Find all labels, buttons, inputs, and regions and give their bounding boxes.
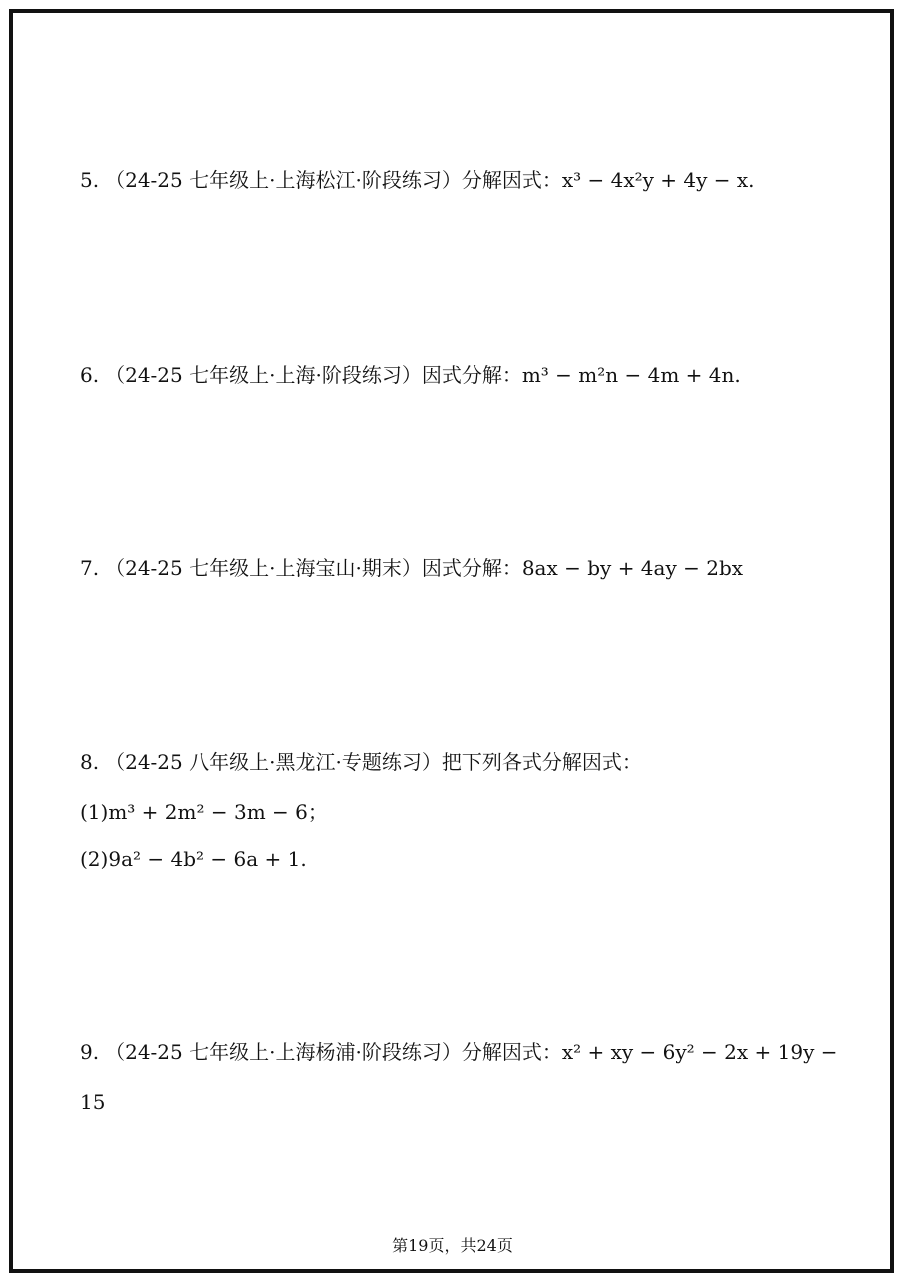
problem-expression: 8ax − by + 4ay − 2bx xyxy=(521,556,744,580)
problem-expression: m³ − m²n − 4m + 4n. xyxy=(521,363,741,387)
part-expression: m³ + 2m² − 3m − 6； xyxy=(108,800,328,824)
problem-source: （24-25 七年级上·上海松江·阶段练习）分解因式： xyxy=(105,168,562,192)
problem-9-continuation xyxy=(80,1088,105,1116)
part-label: (2) xyxy=(80,847,109,871)
page-footer: 第19页，共24页 xyxy=(392,1236,513,1255)
problem-8-part-2 xyxy=(80,845,307,873)
problem-source: （24-25 七年级上·上海杨浦·阶段练习）分解因式： xyxy=(105,1040,562,1064)
problem-source: （24-25 七年级上·上海宝山·期末）因式分解： xyxy=(105,556,522,580)
page-border xyxy=(9,9,894,1273)
problem-number: 5. xyxy=(80,168,100,192)
problem-8 xyxy=(80,748,642,776)
problem-5 xyxy=(80,166,755,194)
problem-expression: x² + xy − 6y² − 2x + 19y − xyxy=(561,1040,838,1064)
part-expression: 9a² − 4b² − 6a + 1. xyxy=(108,847,307,871)
problem-6 xyxy=(80,361,741,389)
problem-source: （24-25 八年级上·黑龙江·专题练习）把下列各式分解因式： xyxy=(105,750,642,774)
problem-8-part-1 xyxy=(80,798,328,826)
problem-number: 6. xyxy=(80,363,100,387)
problem-7 xyxy=(80,554,743,582)
problem-number: 9. xyxy=(80,1040,100,1064)
expression-continuation: 15 xyxy=(80,1090,106,1114)
problem-number: 8. xyxy=(80,750,100,774)
problem-source: （24-25 七年级上·上海·阶段练习）因式分解： xyxy=(105,363,522,387)
problem-number: 7. xyxy=(80,556,100,580)
problem-expression: x³ − 4x²y + 4y − x. xyxy=(561,168,755,192)
problem-9 xyxy=(80,1038,838,1066)
part-label: (1) xyxy=(80,800,109,824)
